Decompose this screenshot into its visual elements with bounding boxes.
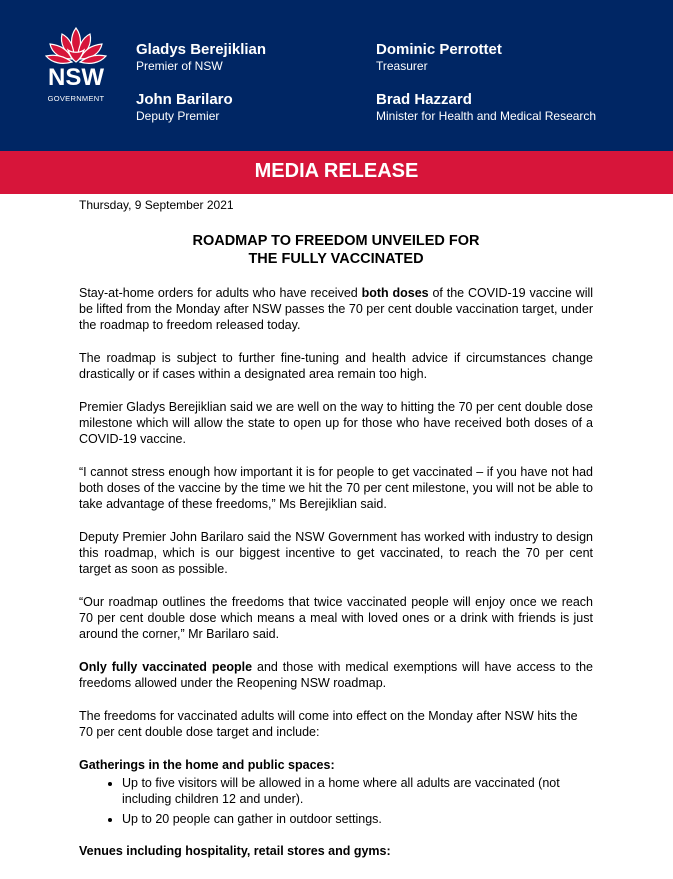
list-item: • Up to 20 people can gather in outdoor settings.: [122, 811, 593, 827]
article-body: [79, 285, 593, 861]
official-title: Minister for Health and Medical Research: [376, 109, 597, 123]
bold-text: both doses: [361, 286, 429, 300]
official-deputy-premier: [136, 91, 233, 124]
headline: [79, 232, 593, 268]
gatherings-heading: Gatherings in the home and public spaces:: [79, 758, 335, 772]
official-treasurer: [376, 41, 502, 74]
headline-line-1: ROADMAP TO FREEDOM UNVEILED FOR: [192, 233, 480, 249]
list-item: • Up to five visitors will be allowed in a home where all adults are vaccinated (not including children 12 and under).: [122, 775, 593, 807]
paragraph-7: [79, 659, 593, 691]
official-name: Dominic Perrottet: [376, 41, 502, 58]
official-name: John Barilaro: [136, 91, 233, 108]
official-premier: [136, 41, 266, 74]
text-run: Stay-at-home orders for adults who have received: [79, 286, 362, 300]
paragraph-1: [79, 285, 593, 333]
official-name: Gladys Berejiklian: [136, 41, 267, 58]
paragraph-4: “I cannot stress enough how important it is for people to get vaccinated – if you have not had both doses of the vaccine by the time we hit the 70 per cent milestone, you will not be able to take advantage of these freedoms,” Ms Berejiklian said.: [79, 465, 593, 511]
header-banner: [0, 0, 673, 151]
logo-wordmark: NSW: [48, 64, 104, 91]
paragraph-5: Deputy Premier John Barilaro said the NSW Government has worked with industry to design this roadmap, which is our biggest incentive to get vaccinated, to reach the 70 per cent target as soon as possible.: [79, 530, 593, 576]
bold-text: Only fully vaccinated people: [79, 660, 253, 674]
paragraph-3: Premier Gladys Berejiklian said we are well on the way to hitting the 70 per cent double dose milestone which will allow the state to open up for those who have received both doses of a COVID-19 vaccine.: [79, 400, 593, 446]
media-release-banner: MEDIA RELEASE: [0, 151, 673, 194]
text-run: of the COVID-19 vaccine will be lifted from the Monday after NSW passes the 70 per cent double vaccination target, under the roadmap to freedom released today.: [79, 286, 594, 332]
paragraph-6: “Our roadmap outlines the freedoms that twice vaccinated people will enjoy once we reach 70 per cent double dose which means a meal with loved ones or a drink with friends is just around the corner,” Mr Barilaro said.: [79, 595, 593, 641]
venues-heading: Venues including hospitality, retail stores and gyms:: [79, 844, 391, 858]
paragraph-2: The roadmap is subject to further fine-tuning and health advice if circumstances change drastically or if cases within a designated area remain too high.: [79, 351, 593, 381]
headline-line-2: THE FULLY VACCINATED: [248, 251, 424, 267]
official-title: Deputy Premier: [136, 109, 220, 123]
official-health-minister: [376, 91, 596, 124]
official-name: Brad Hazzard: [376, 91, 472, 108]
text-run: and those with medical exemptions will have access to the freedoms allowed under the Reopening NSW roadmap.: [79, 660, 593, 690]
official-title: Treasurer: [376, 59, 428, 73]
nsw-government-logo: [40, 26, 112, 110]
official-title: Premier of NSW: [136, 59, 223, 73]
gatherings-list: [79, 775, 593, 827]
release-date: Thursday, 9 September 2021: [79, 198, 234, 212]
paragraph-8: The freedoms for vaccinated adults will come into effect on the Monday after NSW hits the 70 per cent double dose target and include:: [79, 709, 578, 739]
logo-subtext: GOVERNMENT: [47, 94, 105, 103]
